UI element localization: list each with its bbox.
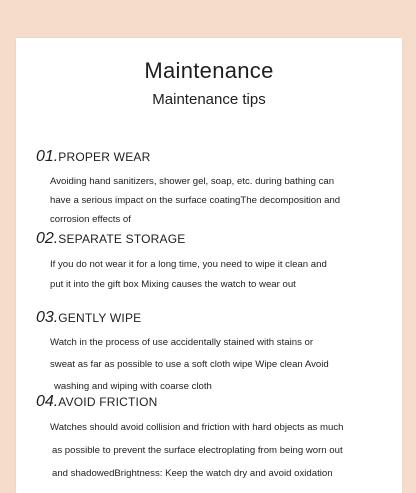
section-body-proper-wear	[50, 172, 390, 229]
section-line: washing and wiping with coarse cloth	[54, 381, 212, 392]
section-body-separate-storage	[50, 255, 390, 295]
section-line: Avoiding hand sanitizers, shower gel, soap, etc. during bathing can	[50, 176, 335, 187]
section-line: as possible to prevent the surface electroplating from being worn out	[52, 445, 343, 456]
section-number: 01.	[36, 148, 59, 165]
section-body-gently-wipe	[50, 332, 390, 398]
section-heading-avoid-friction	[36, 393, 158, 411]
section-heading-separate-storage	[36, 230, 185, 248]
section-line: have a serious impact on the surface coatingThe decomposition and	[50, 195, 341, 206]
section-title: AVOID FRICTION	[58, 395, 158, 409]
section-line: corrosion effects of	[50, 214, 131, 225]
section-line: and shadowedBrightness: Keep the watch dry and avoid oxidation	[52, 468, 333, 479]
section-line: If you do not wear it for a long time, you need to wipe it clean and	[50, 259, 327, 270]
section-heading-gently-wipe	[36, 309, 141, 327]
section-line: sweat as far as possible to use a soft cloth wipe Wipe clean Avoid	[50, 359, 329, 370]
section-heading-proper-wear	[36, 148, 150, 166]
section-title: GENTLY WIPE	[58, 311, 142, 325]
section-title: PROPER WEAR	[58, 150, 151, 164]
page-title: Maintenance	[144, 58, 274, 83]
section-line: Watch in the process of use accidentally stained with stains or	[50, 337, 314, 348]
section-number: 02.	[36, 230, 59, 247]
section-line: put it into the gift box Mixing causes the watch to wear out	[50, 279, 296, 290]
section-number: 04.	[36, 393, 59, 410]
section-title: SEPARATE STORAGE	[58, 232, 186, 246]
maintenance-card	[16, 38, 402, 493]
section-number: 03.	[36, 309, 59, 326]
section-body-avoid-friction	[50, 416, 390, 485]
section-line: Watches should avoid collision and friction with hard objects as much	[50, 422, 344, 433]
page-subtitle: Maintenance tips	[152, 91, 266, 108]
